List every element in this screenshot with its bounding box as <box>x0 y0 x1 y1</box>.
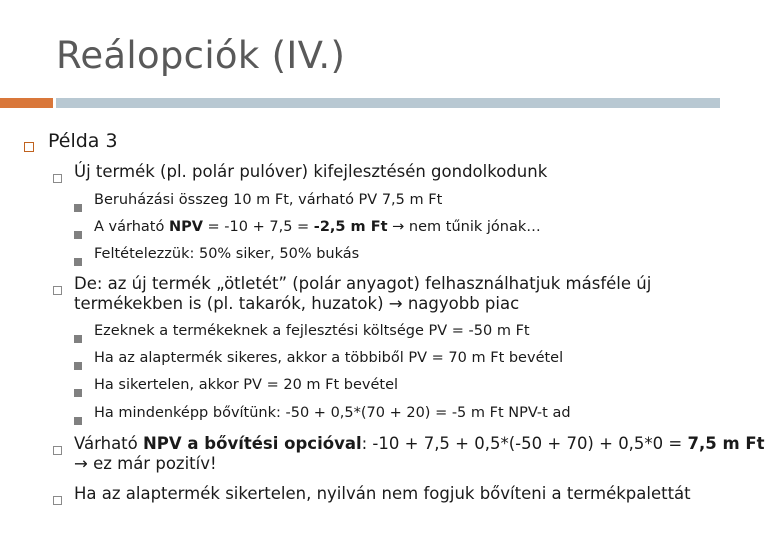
item1-sub2-post: → nem tűnik jónak… <box>387 219 541 235</box>
item1-sub1: Beruházási összeg 10 m Ft, várható PV 7,5 m Ft <box>94 192 443 208</box>
item3-line2: → ez már pozitív! <box>74 454 217 473</box>
filled-square-bullet-icon <box>74 410 82 429</box>
item2-sub2: Ha az alaptermék sikeres, akkor a többiből PV = 70 m Ft bevétel <box>94 350 564 366</box>
item3-pre: Várható <box>74 434 143 453</box>
hollow-square-bullet-icon <box>53 440 62 459</box>
hollow-square-bullet-icon <box>53 168 62 187</box>
item2-line2: termékekben is (pl. takarók, huzatok) → nagyobb piac <box>74 294 520 313</box>
accent-bar-orange <box>0 98 53 108</box>
item3-bold1: NPV a bővítési opcióval <box>143 434 362 453</box>
item2-sub4: Ha mindenképp bővítünk: -50 + 0,5*(70 + 20) = -5 m Ft NPV-t ad <box>94 405 571 421</box>
filled-square-bullet-icon <box>74 382 82 401</box>
item2-sub3: Ha sikertelen, akkor PV = 20 m Ft bevétel <box>94 377 399 393</box>
filled-square-bullet-icon <box>74 224 82 243</box>
hollow-square-bullet-icon <box>24 137 34 156</box>
hollow-square-bullet-icon <box>53 280 62 299</box>
item4-text: Ha az alaptermék sikertelen, nyilván nem fogjuk bővíteni a termékpalettát <box>74 484 691 503</box>
item3-line1 <box>74 434 765 454</box>
item3-mid: : -10 + 7,5 + 0,5*(-50 + 70) + 0,5*0 = <box>361 434 688 453</box>
item1-sub2-bold1: NPV <box>168 219 203 235</box>
accent-bar-blue <box>56 98 720 108</box>
slide-title: Reálopciók (IV.) <box>56 34 346 77</box>
hollow-square-bullet-icon <box>53 490 62 509</box>
filled-square-bullet-icon <box>74 251 82 270</box>
item3-bold2: 7,5 m Ft <box>687 434 765 453</box>
item2-line1: De: az új termék „ötletét” (polár anyagot) felhasználhatjuk másféle új <box>74 274 652 293</box>
item1-sub2 <box>94 219 541 236</box>
filled-square-bullet-icon <box>74 328 82 347</box>
item1-text: Új termék (pl. polár pulóver) kifejlesztésén gondolkodunk <box>74 162 548 181</box>
filled-square-bullet-icon <box>74 197 82 216</box>
level1-heading: Példa 3 <box>48 130 118 152</box>
item1-sub3: Feltételezzük: 50% siker, 50% bukás <box>94 246 360 262</box>
item2-sub1: Ezeknek a termékeknek a fejlesztési költsége PV = -50 m Ft <box>94 323 530 339</box>
item1-sub2-bold2: -2,5 m Ft <box>313 219 388 235</box>
item1-sub2-mid: = -10 + 7,5 = <box>202 219 314 235</box>
filled-square-bullet-icon <box>74 355 82 374</box>
item1-sub2-pre: A várható <box>94 219 169 235</box>
